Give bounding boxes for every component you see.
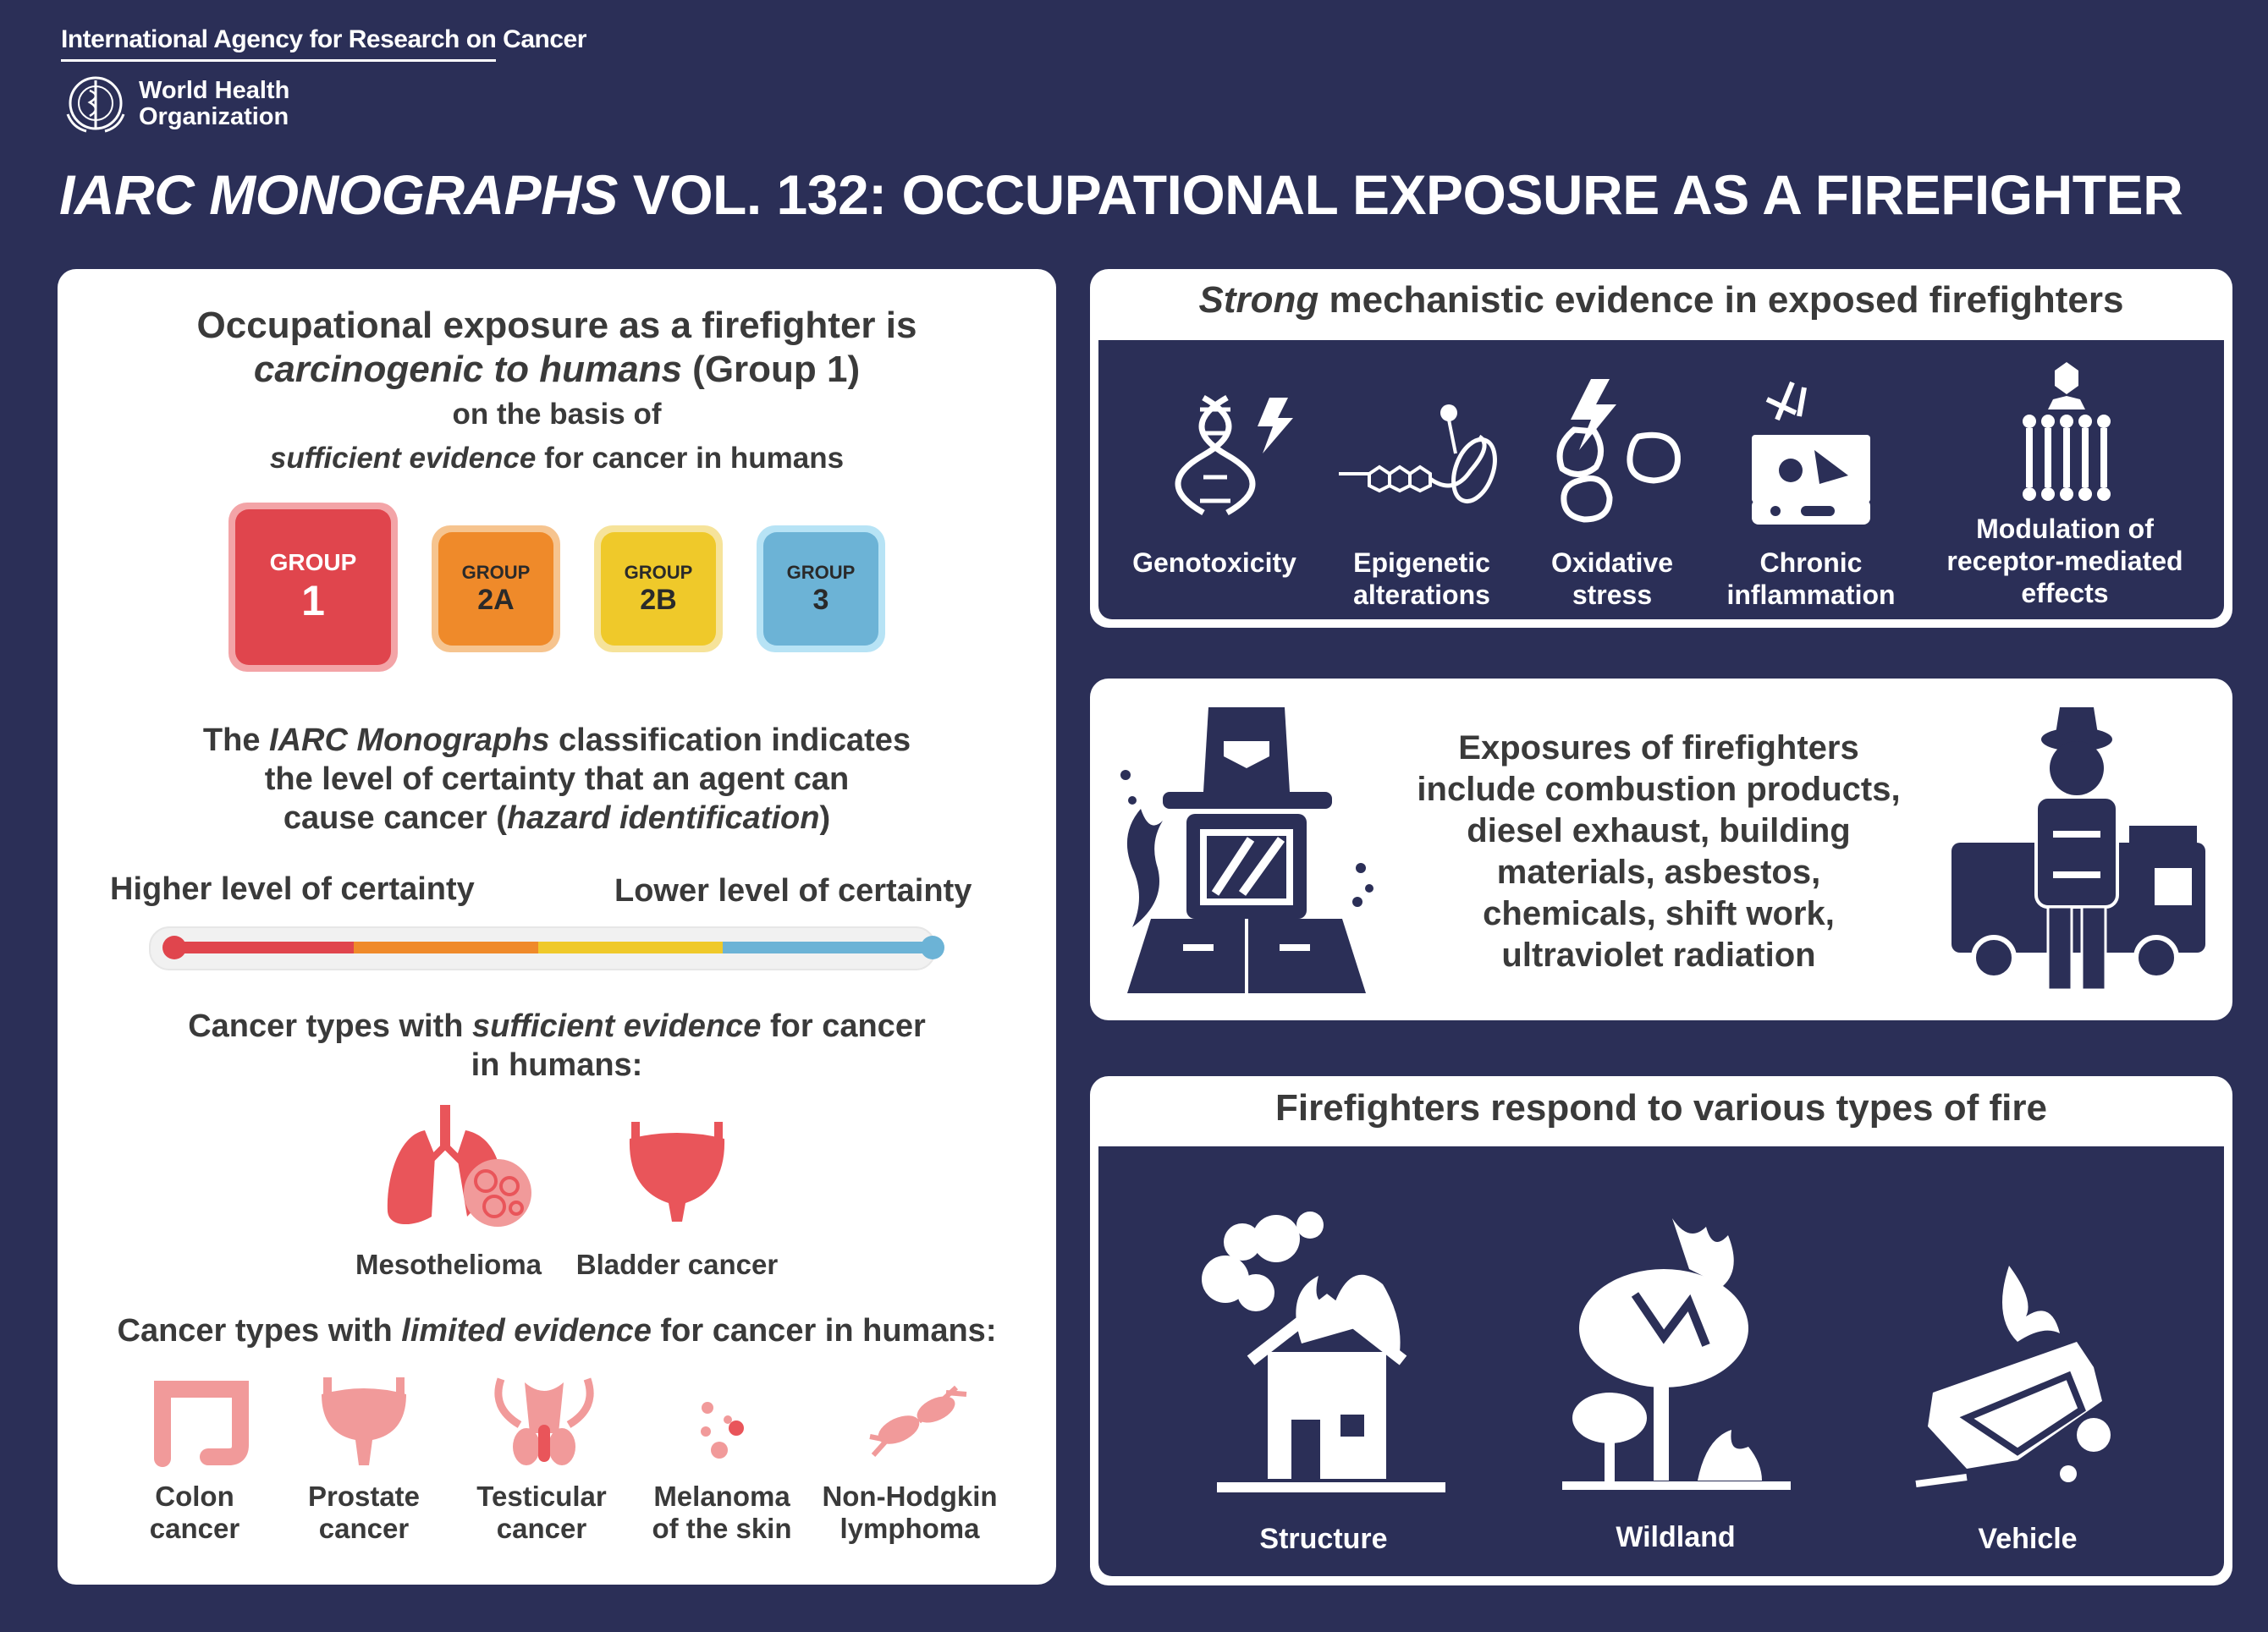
evidence-rest: for cancer in humans <box>536 442 845 475</box>
title-italic: IARC MONOGRAPHS <box>59 163 618 226</box>
testicular-l2: cancer <box>496 1513 587 1544</box>
classif-line3 <box>58 800 1056 837</box>
header-divider <box>61 59 496 62</box>
group-1-value: 1 <box>301 577 325 624</box>
melanoma-l2: of the skin <box>652 1513 792 1544</box>
colon-icon <box>149 1377 254 1465</box>
nhl-l1: Non-Hodgkin <box>822 1481 998 1512</box>
expo-line3: diesel exhaust, building <box>1467 812 1851 849</box>
colon-cancer-label <box>118 1481 271 1545</box>
geno-l1: Genotoxicity <box>1132 547 1296 578</box>
classif-italic2: hazard identification <box>506 800 820 836</box>
group-1-badge <box>228 503 398 672</box>
mechanistic-title <box>1090 279 2232 321</box>
melanoma-label <box>633 1481 811 1545</box>
headline-line1: Occupational exposure as a firefighter is <box>196 305 917 346</box>
epi-l1: Epigenetic <box>1353 547 1490 578</box>
classif-line1 <box>58 723 1056 759</box>
certainty-segment-3 <box>723 942 931 953</box>
sufficient-line2: in humans: <box>471 1047 643 1083</box>
limited-italic: limited evidence <box>401 1313 652 1349</box>
who-name <box>139 78 289 130</box>
evidence-line <box>58 442 1056 475</box>
colon-l1: Colon <box>155 1481 234 1512</box>
inf-l1: Chronic <box>1759 547 1863 578</box>
bladder-cancer-label: Bladder cancer <box>575 1249 779 1280</box>
receptor-icon <box>2023 362 2111 508</box>
limited-b: for cancer in humans: <box>651 1313 997 1349</box>
group-2a-badge <box>432 525 560 652</box>
who-line2: Organization <box>139 103 289 130</box>
page-title <box>59 162 2183 227</box>
mech-title-rest: mechanistic evidence in exposed firefighters <box>1318 279 2124 321</box>
limited-line <box>58 1313 1056 1349</box>
testicular-l1: Testicular <box>476 1481 607 1512</box>
prostate-icon <box>318 1377 410 1465</box>
epigenetic-icon <box>1335 403 1501 508</box>
classif-d: ) <box>819 800 831 836</box>
prostate-cancer-label <box>288 1481 440 1545</box>
title-rest: VOL. 132: OCCUPATIONAL EXPOSURE AS A FIREFIGHTER <box>617 163 2183 226</box>
firefighter-helmet-icon <box>1115 707 1378 993</box>
inflammation-label <box>1709 547 1913 611</box>
sufficient-b: for cancer <box>761 1008 926 1044</box>
colon-l2: cancer <box>149 1513 240 1544</box>
headline-line2 <box>58 349 1056 391</box>
wildland-fire-icon <box>1562 1210 1791 1489</box>
basis-line: on the basis of <box>452 398 662 431</box>
group-2a-value: 2A <box>477 583 515 616</box>
mech-title-italic: Strong <box>1198 279 1319 321</box>
certainty-start-dot <box>162 936 186 959</box>
fire-types-title: Firefighters respond to various types of fire <box>1275 1087 2047 1129</box>
ox-l2: stress <box>1572 580 1653 610</box>
prostate-l2: cancer <box>318 1513 410 1544</box>
group-3-label: GROUP <box>786 561 856 583</box>
certainty-segment-2a <box>354 942 538 953</box>
rec-l0: Modulation of <box>1976 514 2154 544</box>
rec-l2: effects <box>2021 578 2109 608</box>
inflammation-icon <box>1747 382 1875 528</box>
group-2a-label: GROUP <box>461 561 531 583</box>
group-3-value: 3 <box>812 583 829 616</box>
expo-line4: materials, asbestos, <box>1496 854 1821 891</box>
group-1-label: GROUP <box>269 549 357 575</box>
certainty-end-dot <box>921 936 944 959</box>
nhl-label <box>812 1481 1007 1545</box>
exposures-text <box>1388 728 1929 976</box>
epi-l2: alterations <box>1353 580 1490 610</box>
classif-italic: IARC Monographs <box>269 723 550 758</box>
testicles-icon <box>487 1374 601 1469</box>
oxidative-stress-icon <box>1554 379 1682 521</box>
who-line1: World Health <box>139 77 290 104</box>
receptor-label <box>1921 513 2209 609</box>
limited-a: Cancer types with <box>117 1313 402 1349</box>
structure-fire-icon <box>1192 1208 1462 1492</box>
higher-certainty-label: Higher level of certainty <box>110 871 475 907</box>
sufficient-a: Cancer types with <box>188 1008 472 1044</box>
group-3-badge <box>757 525 885 652</box>
oxidative-label <box>1523 547 1701 611</box>
group-2b-value: 2B <box>640 583 677 616</box>
mesothelioma-label: Mesothelioma <box>355 1249 542 1280</box>
headline-group: (Group 1) <box>681 349 861 390</box>
headline-italic: carcinogenic to humans <box>253 349 682 390</box>
expo-line6: ultraviolet radiation <box>1501 937 1816 974</box>
certainty-segment-2b <box>538 942 723 953</box>
who-emblem-icon <box>61 72 130 135</box>
sufficient-line1 <box>58 1008 1056 1045</box>
group-2b-badge <box>594 525 723 652</box>
iarc-name: International Agency for Research on Cancer <box>61 25 586 53</box>
classif-b: classification indicates <box>549 723 911 758</box>
vehicle-label: Vehicle <box>1978 1523 2078 1555</box>
structure-label: Structure <box>1259 1523 1388 1555</box>
wildland-label: Wildland <box>1616 1521 1736 1553</box>
lymphocyte-icon <box>868 1384 968 1460</box>
lungs-icon <box>383 1105 535 1230</box>
bladder-icon <box>626 1122 728 1222</box>
melanoma-spots-icon <box>694 1398 757 1460</box>
firefighter-truck-icon <box>1935 707 2214 990</box>
melanoma-l1: Melanoma <box>653 1481 790 1512</box>
inf-l2: inflammation <box>1726 580 1896 610</box>
prostate-l1: Prostate <box>307 1481 421 1512</box>
classif-c: cause cancer ( <box>283 800 507 836</box>
epigenetic-label <box>1320 547 1523 611</box>
expo-line5: chemicals, shift work, <box>1483 895 1835 932</box>
nhl-l2: lymphoma <box>839 1513 980 1544</box>
testicular-cancer-label <box>457 1481 626 1545</box>
rec-l1: receptor-mediated <box>1946 546 2183 576</box>
classif-a: The <box>202 723 270 758</box>
genotoxicity-label <box>1117 547 1312 579</box>
expo-line2: include combustion products, <box>1417 771 1901 808</box>
lower-certainty-label: Lower level of certainty <box>614 873 972 909</box>
evidence-italic: sufficient evidence <box>269 442 537 475</box>
group-2b-label: GROUP <box>624 561 693 583</box>
vehicle-fire-icon <box>1916 1266 2119 1489</box>
certainty-segment-1 <box>174 942 354 953</box>
expo-line1: Exposures of firefighters <box>1458 729 1859 767</box>
dna-icon <box>1181 393 1303 518</box>
classif-line2: the level of certainty that an agent can <box>264 761 850 797</box>
ox-l1: Oxidative <box>1550 547 1674 578</box>
sufficient-italic: sufficient evidence <box>472 1008 762 1044</box>
